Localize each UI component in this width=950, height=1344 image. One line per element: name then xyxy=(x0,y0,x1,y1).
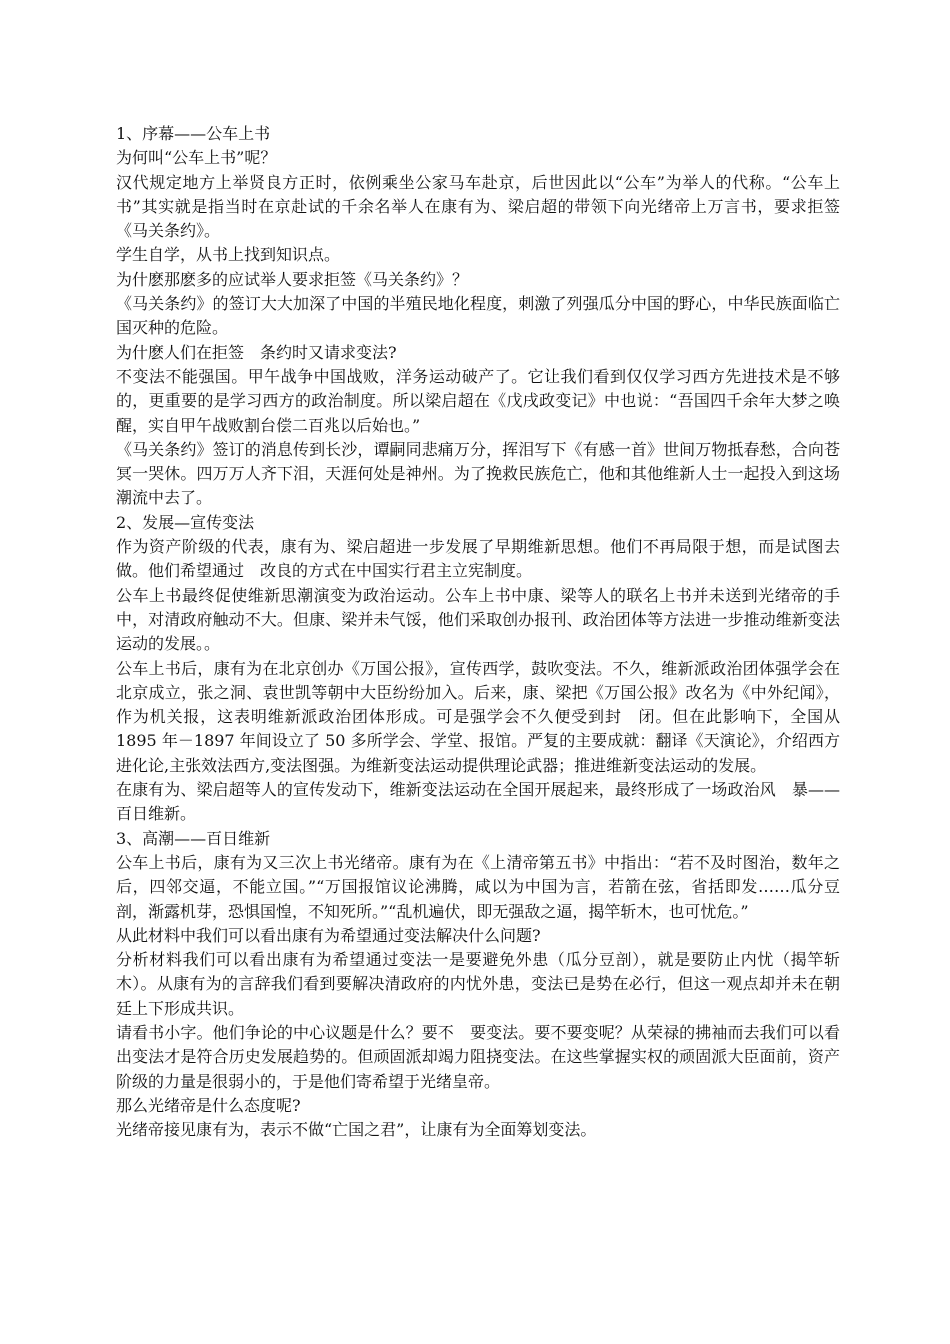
section-1-heading: 1、序幕——公车上书 xyxy=(116,124,271,143)
document-page xyxy=(116,122,846,1142)
question-why-gongche: 为何叫“公车上书”呢？ xyxy=(116,148,277,168)
paragraph-political-movement: 公车上书最终促使维新思潮演变为政治运动。公车上书中康、梁等人的联名上书并未送到光绪帝的手中，对清政府触动不大。但康、梁并未气馁，他们采取创办报刊、政治团体等方法进一步推动维新变法运动的发展。。 xyxy=(116,585,840,654)
section-2-heading: 2、发展—宣传变法 xyxy=(116,512,255,532)
question-why-reform: 为什麽人们在拒签 条约时又请求变法? xyxy=(116,342,397,362)
paragraph-emperor-meets-kang: 光绪帝接见康有为，表示不做“亡国之君”，让康有为全面筹划变法。 xyxy=(116,1120,597,1140)
question-what-problem: 从此材料中我们可以看出康有为希望通过变法解决什么问题? xyxy=(116,925,541,945)
section-3-heading: 3、高潮——百日维新 xyxy=(116,828,271,848)
paragraph-debate: 请看书小字。他们争论的中心议题是什么？要不 要变法。要不要变呢？从荣禄的拂袖而去我们可以看出变法才是符合历史发展趋势的。但顽固派却竭力阻挠变法。在这些掌握实权的顽固派大臣面前，资产阶级的力量是很弱小的，于是他们寄希望于光绪皇帝。 xyxy=(116,1022,840,1091)
paragraph-hundred-days-start: 在康有为、梁启超等人的宣传发动下，维新变法运动在全国开展起来，最终形成了一场政治风 暴——百日维新。 xyxy=(116,780,840,824)
question-why-reject-treaty: 为什麽那麽多的应试举人要求拒签《马关条约》？ xyxy=(116,269,469,289)
paragraph-treaty-impact: 《马关条约》的签订大大加深了中国的半殖民地化程度，刺激了列强瓜分中国的野心，中华民族面临亡国灭种的危险。 xyxy=(116,294,840,338)
paragraph-newspapers-societies: 公车上书后，康有为在北京创办《万国公报》，宣传西学，鼓吹变法。不久，维新派政治团体强学会在北京成立，张之洞、袁世凯等朝中大臣纷纷加入。后来，康、梁把《万国公报》改名为《中外纪闻》，作为机关报，这表明维新派政治团体形成。可是强学会不久便受到封 闭。但在此影响下，全国从 1895 年－1897 年间设立了 50 多所学会、学堂、报馆。严复的主要成就：翻译《天演论》，介绍西方进化论,主张效法西方,变法图强。为维新变法运动提供理论武器；推进维新变法运动的发展。 xyxy=(116,658,846,775)
paragraph-bourgeois-reform: 作为资产阶级的代表，康有为、梁启超进一步发展了早期维新思想。他们不再局限于想，而是试图去做。他们希望通过 改良的方式在中国实行君主立宪制度。 xyxy=(116,537,840,581)
paragraph-self-study: 学生自学，从书上找到知识点。 xyxy=(116,245,341,265)
paragraph-fifth-memorial: 公车上书后，康有为又三次上书光绪帝。康有为在《上清帝第五书》中指出：“若不及时图治，数年之后，四邻交逼，不能立国。”“万国报馆议论沸腾，咸以为中国为言，若箭在弦，省括即发……瓜分豆剖，渐露机芽，恐惧国惶，不知死所。”“乱机遍伏，即无强敌之逼，揭竿斩木，也可忧危。” xyxy=(116,852,840,921)
paragraph-analysis: 分析材料我们可以看出康有为希望通过变法一是要避免外患（瓜分豆剖），就是要防止内忧（揭竿斩木）。从康有为的言辞我们看到要解决清政府的内忧外患，变法已是势在必行，但这一观点却并未在朝廷上下形成共识。 xyxy=(116,950,840,1018)
paragraph-reform-needed: 不变法不能强国。甲午战争中国战败，洋务运动破产了。它让我们看到仅仅学习西方先进技术是不够的，更重要的是学习西方的政治制度。所以梁启超在《戊戌政变记》中也说：“吾国四千余年大梦之唤醒，实自甲午战败割台偿二百兆以后始也。” xyxy=(116,366,840,435)
paragraph-tan-sitong: 《马关条约》签订的消息传到长沙，谭嗣同悲痛万分，挥泪写下《有感一首》世间万物抵春愁，合向苍冥一哭休。四万万人齐下泪，天涯何处是神州。为了挽救民族危亡，他和其他维新人士一起投入到这场潮流中去了。 xyxy=(116,439,840,508)
question-emperor-attitude: 那么光绪帝是什么态度呢? xyxy=(116,1095,301,1115)
paragraph-gongche-origin: 汉代规定地方上举贤良方正时，依例乘坐公家马车赴京，后世因此以“公车”为举人的代称。“公车上书”其实就是指当时在京赴试的千余名举人在康有为、梁启超的带领下向光绪帝上万言书，要求拒签《马关条约》。 xyxy=(116,172,840,241)
